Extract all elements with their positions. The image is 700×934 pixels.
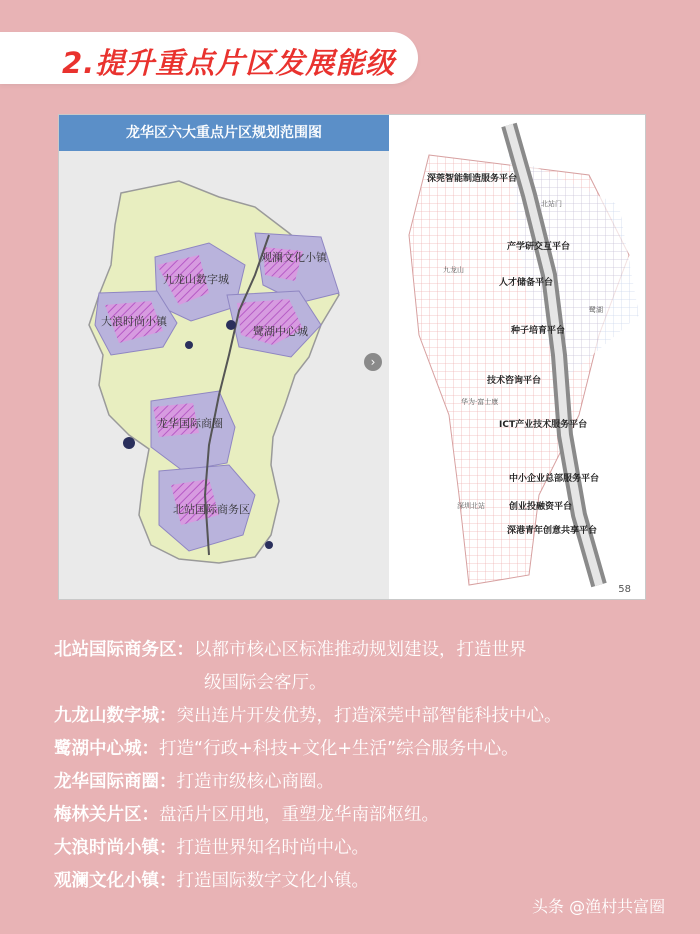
watermark: 头条 @渔村共富圈 <box>532 897 666 916</box>
zone-map-graphic <box>59 115 389 599</box>
description-list <box>54 636 674 900</box>
map-label-luhu: 鹭湖 <box>589 306 603 314</box>
zone-label-guanlan: 观澜文化小镇 <box>261 251 327 264</box>
desc-value: 突出连片开发优势，打造深莞中部智能科技中心。 <box>176 706 562 726</box>
desc-beizhan <box>54 636 674 669</box>
desc-key: 北站国际商务区： <box>54 640 194 660</box>
platform-label-5: 技术咨询平台 <box>487 376 542 386</box>
map-label-beizhan-gate: 北站门 <box>541 200 562 208</box>
platform-label-2: 产学研交互平台 <box>507 242 571 252</box>
map-label-huawei: 华为·富士康 <box>461 398 499 406</box>
zone-label-longhua: 龙华国际商圈 <box>157 417 223 430</box>
desc-value: 打造“行政+科技+文化+生活”综合服务中心。 <box>159 739 519 759</box>
reservoir-3 <box>123 437 135 449</box>
section-title: 2.提升重点片区发展能级 <box>62 46 396 80</box>
reservoir-4 <box>265 541 273 549</box>
desc-value: 盘活片区用地，重塑龙华南部枢纽。 <box>159 805 439 825</box>
zone-map <box>59 115 389 599</box>
map-label-jiulongshan: 九龙山 <box>443 266 464 274</box>
platform-label-4: 种子培育平台 <box>511 326 566 336</box>
platform-label-1: 深莞智能制造服务平台 <box>427 174 518 184</box>
platform-label-3: 人才储备平台 <box>499 278 554 288</box>
platform-label-9: 深港青年创意共享平台 <box>507 526 598 536</box>
desc-key: 龙华国际商圈： <box>54 772 177 792</box>
platform-map <box>389 115 645 599</box>
desc-luhu <box>54 735 674 768</box>
desc-key: 梅林关片区： <box>54 805 159 825</box>
zone-label-dalang: 大浪时尚小镇 <box>101 315 167 328</box>
planning-figure <box>58 114 646 600</box>
desc-value-cont: 级国际会客厅。 <box>204 673 327 693</box>
page-number: 58 <box>618 584 631 595</box>
map-title: 龙华区六大重点片区规划范围图 <box>59 115 389 151</box>
desc-value: 打造国际数字文化小镇。 <box>176 871 369 891</box>
reservoir-2 <box>185 341 193 349</box>
chevron-right-icon[interactable]: › <box>364 353 382 371</box>
map-label-shenzhen-north: 深圳北站 <box>457 502 485 510</box>
desc-key: 观澜文化小镇： <box>54 871 177 891</box>
desc-longhua <box>54 768 674 801</box>
zone-label-beizhan: 北站国际商务区 <box>173 503 250 516</box>
desc-dalang <box>54 834 674 867</box>
reservoir-1 <box>226 320 236 330</box>
desc-value: 以都市核心区标准推动规划建设，打造世界 <box>194 640 527 660</box>
platform-label-7: 中小企业总部服务平台 <box>509 474 600 484</box>
zone-label-jiulongshan: 九龙山数字城 <box>163 273 229 286</box>
desc-value: 打造市级核心商圈。 <box>176 772 334 792</box>
platform-label-8: 创业投融资平台 <box>509 502 573 512</box>
desc-key: 鹭湖中心城： <box>54 739 159 759</box>
section-header <box>0 32 418 84</box>
desc-jiulongshan <box>54 702 674 735</box>
zone-label-luhu: 鹭湖中心城 <box>253 325 308 338</box>
desc-key: 九龙山数字城： <box>54 706 177 726</box>
desc-value: 打造世界知名时尚中心。 <box>176 838 369 858</box>
desc-meilinguan <box>54 801 674 834</box>
desc-beizhan-cont <box>54 669 674 702</box>
desc-key: 大浪时尚小镇： <box>54 838 177 858</box>
platform-label-6: ICT产业技术服务平台 <box>499 420 588 430</box>
